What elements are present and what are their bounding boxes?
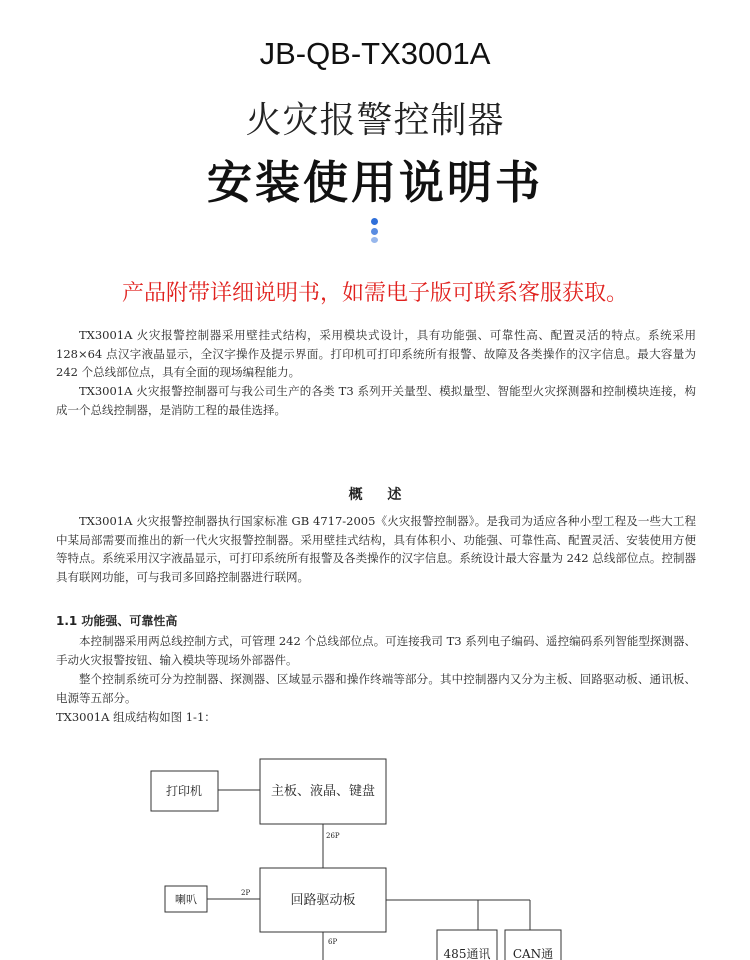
connector-2p-label: 2P xyxy=(241,889,251,897)
product-name: 火灾报警控制器 xyxy=(245,100,505,141)
manual-title: 安装使用说明书 xyxy=(206,156,543,209)
speaker-label: 喇叭 xyxy=(175,893,197,906)
model-number: JB-QB-TX3001A xyxy=(259,36,491,71)
connector-26p-label: 26P xyxy=(326,832,340,840)
section-paragraph: 整个控制系统可分为控制器、探测器、区域显示器和操作终端等部分。其中控制器内又分为主板、回路驱动板、通讯板、电源等五部分。 xyxy=(56,672,696,705)
comm-can-label: CAN通 xyxy=(512,947,554,960)
printer-label: 打印机 xyxy=(165,784,203,798)
loop-driver-label: 回路驱动板 xyxy=(290,893,356,908)
section-paragraph: 本控制器采用两总线控制方式，可管理 242 个总线部位点。可连接我司 T3 系列电子编码、遥控编码系列智能型探测器、手动火灾报警按钮、输入模块等现场外部器件。 xyxy=(56,634,696,667)
connector-6p-label: 6P xyxy=(328,938,338,946)
mainboard-label: 主板、液晶、键盘 xyxy=(270,784,376,799)
structure-diagram xyxy=(0,740,750,960)
overview-paragraph: TX3001A 火灾报警控制器执行国家标准 GB 4717-2005《火灾报警控制器》。是我司为适应各种小型工程及一些大工程中某局部需要而推出的新一代火灾报警控制器。采用壁挂式结构，具有体积小、功能强、可靠性高、配置灵活、安装使用方便等特点。系统采用汉字液晶显示，可打印系统所有报警及各类操作的汉字信息。系统设计最大容量为 242 总线部位点。控制器具有联网功能，可与我司多回路控制器进行联网。 xyxy=(56,514,696,585)
intro-paragraph: TX3001A 火灾报警控制器可与我公司生产的各类 T3 系列开关量型、模拟量型、智能型火灾探测器和控制模块连接，构成一个总线控制器，是消防工程的最佳选择。 xyxy=(56,384,696,417)
comm-485-label: 485通讯 xyxy=(443,947,491,960)
overview-heading: 概 述 xyxy=(348,487,402,503)
intro-paragraph: TX3001A 火灾报警控制器采用壁挂式结构，采用模块式设计，具有功能强、可靠性高、配置灵活的特点。系统采用 128×64 点汉字液晶显示，全汉字操作及提示界面。打印机可打印系统所有报警、故障及各类操作的汉字信息。最大容量为 242 个总线部位点，具有全面的现场编程能力。 xyxy=(56,328,696,380)
notice-banner: 产品附带详细说明书，如需电子版可联系客服获取。 xyxy=(121,281,628,306)
figure-caption: TX3001A 组成结构如图 1-1： xyxy=(56,710,216,724)
section-heading: 1.1 功能强、可靠性高 xyxy=(56,614,178,628)
